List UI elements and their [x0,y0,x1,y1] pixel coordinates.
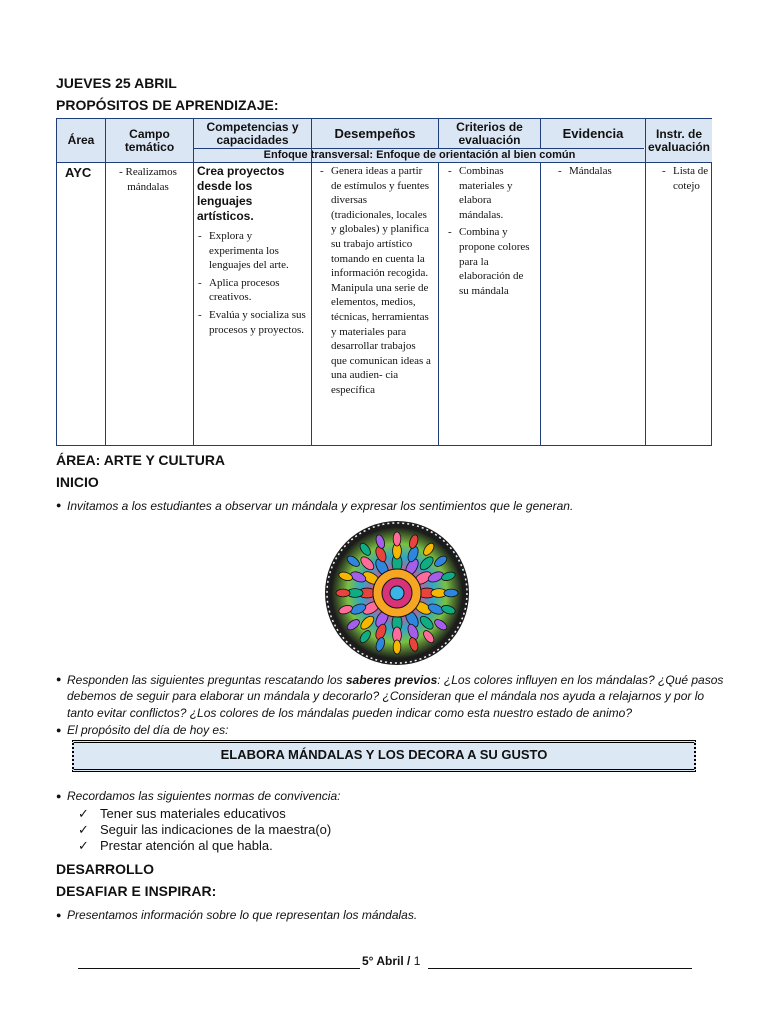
check-icon: ✓ [78,822,89,837]
mandala-petal [393,532,401,546]
competencia-title: Crea proyectos desde los lenguajes artísticos. [197,164,285,223]
purposes-heading: PROPÓSITOS DE APRENDIZAJE: [56,97,279,113]
desafiar-text: Presentamos información sobre lo que representan los mándalas. [67,908,418,922]
page-number: 1 [413,954,421,968]
header-campo: Campo temático [106,119,193,162]
questions-prefix: Responden las siguientes preguntas rescatando los [67,673,346,687]
header-instr: Instr. de evaluación [646,119,712,162]
bullet-icon: ● [56,500,62,510]
mandala-image [318,518,476,668]
criterio-item: - Combina y propone colores para la elaboración de su mándala [459,225,535,298]
bullet-icon: ● [56,791,62,801]
header-area: Área [57,119,105,162]
norm-text: Prestar atención al que habla. [100,838,273,853]
mandala-petal [444,589,458,597]
desafiar-heading: DESAFIAR E INSPIRAR: [56,883,217,899]
norm-item [78,822,331,838]
bullet-icon: ● [56,725,62,735]
cell-campo: - Realizamos mándalas [119,166,177,193]
cell-criterios [447,164,535,301]
norm-text: Tener sus materiales educativos [100,806,286,821]
instr-item: - Lista de cotejo [673,164,709,193]
questions-line3: tanto evitar conflictos? ¿Los colores de los mándalas pueden indicar como esta nuestro estado de animo? [67,706,632,720]
criterio-item: - Combinas materiales y elabora mándalas. [459,164,535,222]
questions-bold: saberes previos [345,673,438,687]
cell-desempenos [319,164,431,401]
cell-competencias [197,164,309,340]
footer-line-right [428,968,692,969]
date-heading: JUEVES 25 ABRIL [56,75,177,91]
cell-evidencia [557,164,637,182]
desempeno-item: - Genera ideas a partir de estímulos y fuentes diversas (tradicionales, locales y globales) y planifica su trabajo artístico tomando en cuenta la información recogida. Manipula una serie de elementos, medios, técnicas, herramientas y materiales para desarrollar trabajos que comunican ideas a una audien- cia específica [331,164,431,398]
questions-suffix: : ¿Los colores influyen en los mándalas? ¿Qué pasos [437,673,724,687]
learning-purposes-table [56,118,712,446]
desarrollo-heading: DESARROLLO [56,861,154,877]
inicio-text: Invitamos a los estudiantes a observar un mándala y expresar los sentimientos que le generan. [67,499,574,513]
enfoque-row: Enfoque transversal: Enfoque de orientación al bien común [194,149,645,162]
footer-label-text: 5° Abril / [362,954,414,968]
check-icon: ✓ [78,806,89,821]
header-criterios: Criterios de evaluación [439,119,540,148]
capacidad-item: - Explora y experimenta los lenguajes del arte. [209,229,309,273]
cell-area: AYC [65,165,92,180]
header-desempenos: Desempeños [312,119,438,148]
header-competencias: Competencias y capacidades [194,119,311,148]
norms-intro: Recordamos las siguientes normas de convivencia: [67,789,341,803]
norm-text: Seguir las indicaciones de la maestra(o) [100,822,332,837]
footer-line-left [78,968,360,969]
norm-item [78,806,286,822]
footer-label [362,954,420,968]
area-heading: ÁREA: ARTE Y CULTURA [56,452,226,468]
mandala-petal [393,640,401,654]
bullet-icon: ● [56,674,62,684]
capacidad-item: - Evalúa y socializa sus procesos y proyectos. [209,308,309,337]
purpose-banner [72,740,696,772]
purpose-intro: El propósito del día de hoy es: [67,723,229,737]
inicio-heading: INICIO [56,474,99,490]
header-evidencia: Evidencia [541,119,645,148]
mandala-petal [336,589,350,597]
norm-item [78,838,273,854]
cell-instr [661,164,709,196]
bullet-icon: ● [56,910,62,920]
purpose-banner-text: ELABORA MÁNDALAS Y LOS DECORA A SU GUSTO [220,747,548,762]
questions-line2: debemos de seguir para elaborar un mándala y decorarlo? ¿Consideran que el mándala nos ayuda a relajarnos y por lo [67,689,705,703]
capacidad-item: - Aplica procesos creativos. [209,276,309,305]
evidencia-item: - Mándalas [569,164,637,179]
check-icon: ✓ [78,838,89,853]
